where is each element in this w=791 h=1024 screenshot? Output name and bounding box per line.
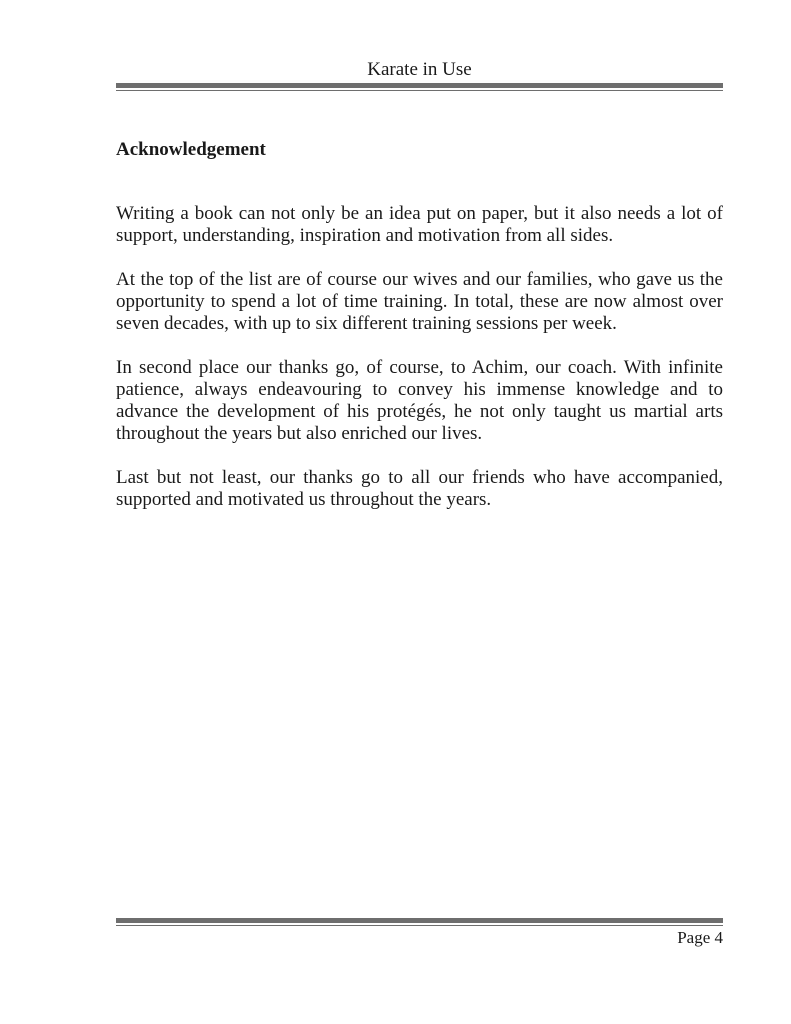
header-rule-thin <box>116 90 723 91</box>
paragraph-4: Last but not least, our thanks go to all our friends who have accompanied, supported and motivated us throughout the years. <box>116 467 723 510</box>
footer-rule <box>116 918 723 926</box>
header-rule-thick <box>116 83 723 88</box>
footer-rule-thick <box>116 918 723 923</box>
footer-rule-thin <box>116 925 723 926</box>
paragraph-1: Writing a book can not only be an idea put on paper, but it also needs a lot of support, understanding, inspiration and motivation from all sides. <box>116 203 723 246</box>
running-header-title: Karate in Use <box>367 59 472 80</box>
page-number: Page 4 <box>677 928 723 947</box>
header-rule <box>116 83 723 91</box>
paragraph-2: At the top of the list are of course our wives and our families, who gave us the opportunity to spend a lot of time training. In total, these are now almost over seven decades, with up to six different training sessions per week. <box>116 269 723 334</box>
paragraph-3: In second place our thanks go, of course, to Achim, our coach. With infinite patience, always endeavouring to convey his immense knowledge and to advance the development of his protégés, he not only taught us martial arts throughout the years but also enriched our lives. <box>116 357 723 444</box>
section-heading: Acknowledgement <box>116 139 266 160</box>
body-text <box>116 203 723 533</box>
